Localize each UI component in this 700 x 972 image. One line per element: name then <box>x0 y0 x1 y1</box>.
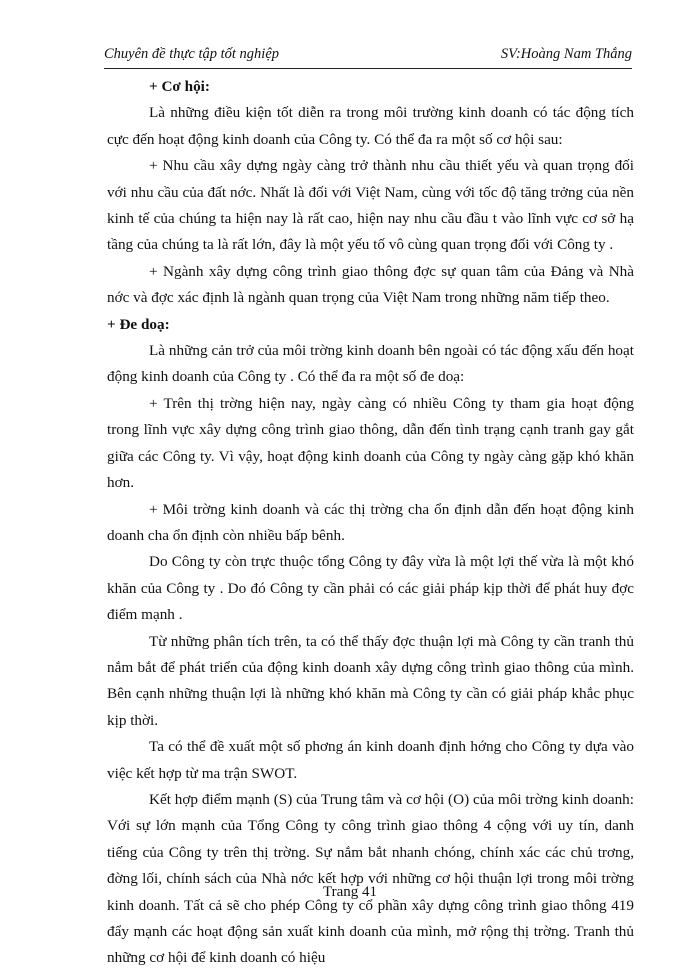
paragraph-threat-1: + Trên thị trờng hiện nay, ngày càng có nhiều Công ty tham gia hoạt động trong lĩnh vực xây dựng công trình giao thông, dẫn đến tình trạng cạnh tranh gay gắt giữa các Công ty. Vì vậy, hoạt động kinh doanh của Công ty ngày càng gặp khó khăn hơn. <box>107 394 634 492</box>
page-number: Trang 41 <box>322 884 378 900</box>
heading-threats: + Đe doạ: <box>107 315 170 333</box>
paragraph-analysis: Từ những phân tích trên, ta có thể thấy đợc thuận lợi mà Công ty cần tranh thủ nắm bắt để phát triển của động kinh doanh xây dựng công trình giao thông của mình. Bên cạnh những thuận lợi là những khó khăn mà Công ty cần có giải pháp khắc phục kịp thời. <box>107 632 634 729</box>
page-body <box>107 74 634 972</box>
paragraph-opportunity-2: + Ngành xây dựng công trình giao thông đợc sự quan tâm của Đảng và Nhà nớc và đợc xác định là ngành quan trọng của Việt Nam trong những năm tiếp theo. <box>107 262 634 307</box>
paragraph-opportunity-1: + Nhu cầu xây dựng ngày càng trở thành nhu cầu thiết yếu và quan trọng đối với nhu cầu của đất nớc. Nhất là đối với Việt Nam, cùng với tốc độ tăng trởng của nền kinh tế của chúng ta hiện nay là rất cao, hiện nay nhu cầu đầu t vào lĩnh vực cơ sở hạ tầng của chúng ta là rất lớn, đây là một yếu tố vô cùng quan trọng đối với Công ty . <box>107 157 634 254</box>
author-name: SV:Hoàng Nam Thắng <box>500 46 632 62</box>
paragraph-subsidiary: Do Công ty còn trực thuộc tổng Công ty đây vừa là một lợi thế vừa là một khó khăn của Công ty . Do đó Công ty cần phải có các giải pháp kịp thời để phát huy đợc điểm mạnh . <box>107 553 634 624</box>
header-divider <box>104 68 632 69</box>
paragraph-swot: Ta có thể đề xuất một số phơng án kinh doanh định hớng cho Công ty dựa vào việc kết hợp từ ma trận SWOT. <box>107 738 634 782</box>
document-title: Chuyên đề thực tập tốt nghiệp <box>104 46 280 62</box>
paragraph-threats-intro: Là những cản trở của môi trờng kinh doanh bên ngoài có tác động xấu đến hoạt động kinh doanh của Công ty . Có thể đa ra một số đe doạ: <box>107 342 634 386</box>
heading-opportunities: + Cơ hội: <box>149 78 210 95</box>
page-header <box>104 46 632 68</box>
paragraph-opportunities-intro: Là những điều kiện tốt diễn ra trong môi trường kinh doanh có tác động tích cực đến hoạt động kinh doanh của Công ty. Có thể đa ra một số cơ hội sau: <box>107 104 634 148</box>
paragraph-strengths-opportunities: Kết hợp điểm mạnh (S) của Trung tâm và cơ hội (O) của môi trờng kinh doanh: Với sự lớn mạnh của Tổng Công ty công trình giao thông 4 cộng với uy tín, danh tiếng của Công ty trên thị trờng. Sự nắm bắt nhanh chóng, chính xác các chủ trơng, đờng lối, chính sách của Nhà nớc kết hợp với những cơ hội thuận lợi trong môi trờng kinh doanh. Tất cả sẽ cho phép Công ty cổ phần xây dựng công trình giao thông 419 đẩy mạnh các hoạt động sản xuất kinh doanh của mình, mở rộng thị trờng. Tranh thủ những cơ hội để kinh doanh có hiệu <box>107 790 634 967</box>
paragraph-threat-2: + Môi trờng kinh doanh và các thị trờng cha ổn định dẫn đến hoạt động kinh doanh cha ổn định còn nhiều bấp bênh. <box>107 500 634 544</box>
